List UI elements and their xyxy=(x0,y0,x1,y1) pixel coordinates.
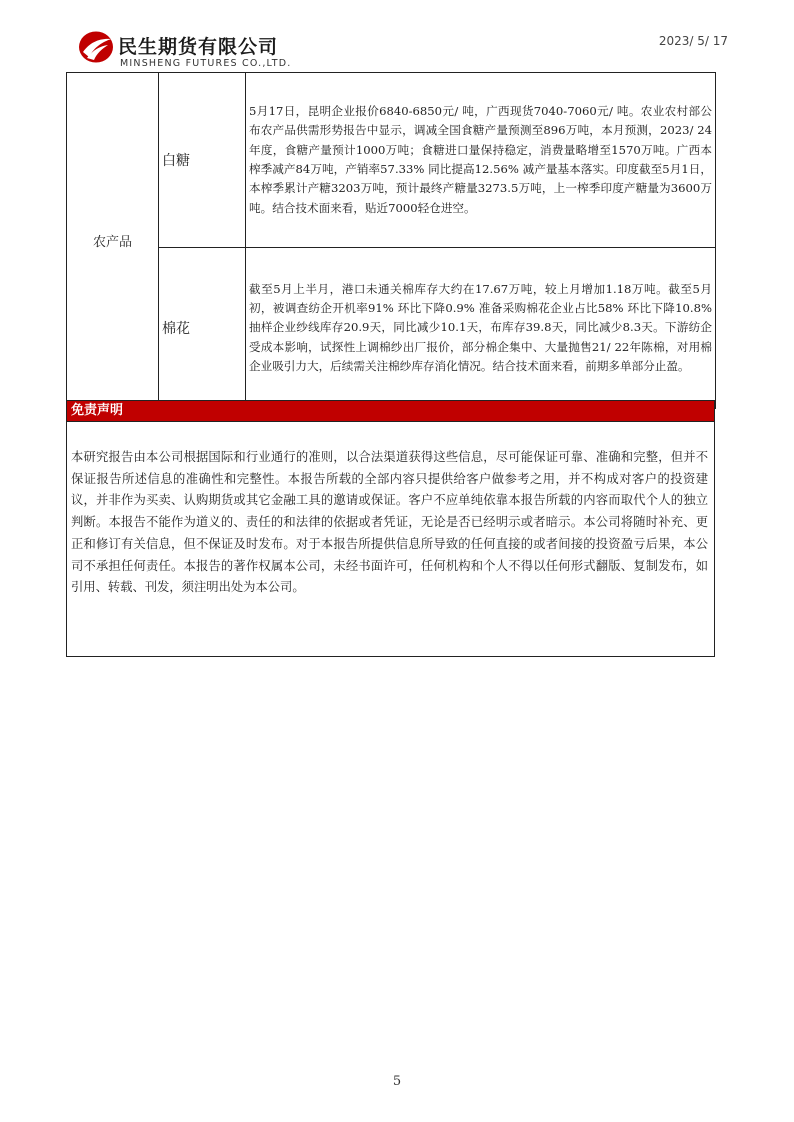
disclaimer-body: 本研究报告由本公司根据国际和行业通行的准则，以合法渠道获得这些信息，尽可能保证可靠、准确和完整，但并不保证报告所述信息的准确性和完整性。本报告所载的全部内容只提供给客户做参考之用，并不构成对客户的投资建议，并非作为买卖、认购期货或其它金融工具的邀请或保证。客户不应单纯依靠本报告所载的内容而取代个人的独立判断。本报告不能作为道义的、责任的和法律的依据或者凭证，无论是否已经明示或者暗示。本公司将随时补充、更正和修订有关信息，但不保证及时发布。对于本报告所提供信息所导致的任何直接的或者间接的投资盈亏后果，本公司不承担任何责任。本报告的著作权属本公司，未经书面许可，任何机构和个人不得以任何形式翻版、复制发布，如引用、转载、刊发，须注明出处为本公司。 xyxy=(66,422,715,657)
category-cell: 农产品 xyxy=(67,73,159,409)
minsheng-logo-icon xyxy=(78,30,114,64)
company-name-cn: 民生期货有限公司 xyxy=(118,36,279,58)
item-cell-sugar: 白糖 xyxy=(159,73,246,248)
table-row xyxy=(67,73,716,248)
company-name-en: MINSHENG FUTURES CO.,LTD. xyxy=(120,58,292,69)
page-header xyxy=(78,28,728,72)
content-cell-sugar: 5月17日，昆明企业报价6840-6850元/ 吨，广西现货7040-7060元/ 吨。农业农村部公布农产品供需形势报告中显示，调减全国食糖产量预测至896万吨，本月预测，2023/ 24年度，食糖产量预计1000万吨；食糖进口量保持稳定，消费量略增至1570万吨。广西本榨季减产84万吨，产销率57.33% 同比提高12.56% 减产量基本落实。印度截至5月1日，本榨季累计产糖3203万吨，预计最终产糖量3273.5万吨，上一榨季印度产糖量为3600万吨。结合技术面来看，贴近7000轻仓进空。 xyxy=(246,73,716,248)
commodity-table xyxy=(66,72,716,409)
table-row xyxy=(67,248,716,409)
item-cell-cotton: 棉花 xyxy=(159,248,246,409)
disclaimer-title: 免责声明 xyxy=(66,400,715,422)
report-date: 2023/ 5/ 17 xyxy=(658,34,728,48)
content-cell-cotton: 截至5月上半月，港口未通关棉库存大约在17.67万吨，较上月增加1.18万吨。截至5月初，被调查纺企开机率91% 环比下降0.9% 准备采购棉花企业占比58% 环比下降10.8% 抽样企业纱线库存20.9天，同比减少10.1天，布库存39.8天，同比减少8.3天。下游纺企受成本影响，试探性上调棉纱出厂报价，部分棉企集中、大量抛售21/ 22年陈棉，对用棉企业吸引力大，后续需关注棉纱库存消化情况。结合技术面来看，前期多单部分止盈。 xyxy=(246,248,716,409)
page-number: 5 xyxy=(392,1074,402,1089)
